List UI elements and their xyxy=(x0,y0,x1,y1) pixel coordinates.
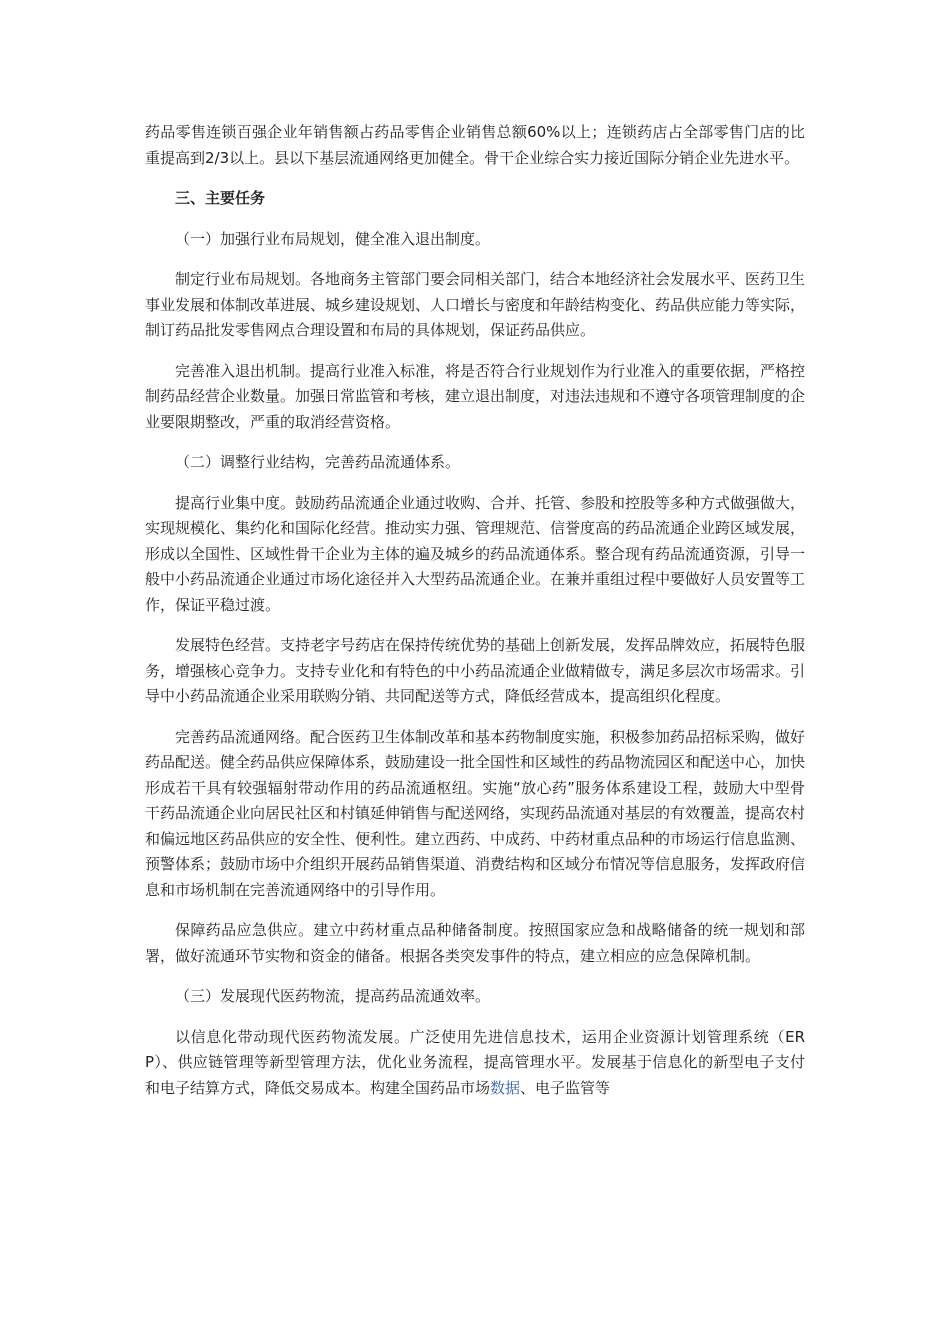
paragraph-entry-exit: 完善准入退出机制。提高行业准入标准，将是否符合行业规划作为行业准入的重要依据，严格控制药品经营企业数量。加强日常监管和考核，建立退出制度，对违法违规和不遵守各项管理制度的企业要限期整改，严重的取消经营资格。 xyxy=(145,361,806,431)
paragraph-special-operations: 发展特色经营。支持老字号药店在保持传统优势的基础上创新发展，发挥品牌效应，拓展特色服务，增强核心竞争力。支持专业化和有特色的中小药品流通企业做精做专，满足多层次市场需求。引导中小药品流通企业采用联购分销、共同配送等方式，降低经营成本，提高组织化程度。 xyxy=(145,636,806,705)
paragraph-informatization-text-a: 以信息化带动现代医药物流发展。广泛使用先进信息技术，运用企业资源计划管理系统（ERP）、供应链管理等新型管理方法，优化业务流程，提高管理水平。发展基于信息化的新型电子支付和电子结算方式，降低交易成本。构建全国药品市场 xyxy=(145,1027,805,1097)
section-heading-main-tasks: 三、主要任务 xyxy=(175,189,266,207)
paragraph-industry-layout: 制定行业布局规划。各地商务主管部门要会同相关部门，结合本地经济社会发展水平、医药卫生事业发展和体制改革进展、城乡建设规划、人口增长与密度和年龄结构变化、药品供应能力等实际，制订药品批发零售网点合理设置和布局的具体规划，保证药品供应。 xyxy=(145,270,806,339)
data-link[interactable]: 数据 xyxy=(490,1078,521,1097)
paragraph-informatization-text-b: 、电子监管等 xyxy=(520,1078,611,1097)
paragraph-emergency-supply: 保障药品应急供应。建立中药材重点品种储备制度。按照国家应急和战略储备的统一规划和部署，做好流通环节实物和资金的储备。根据各类突发事件的特点，建立相应的应急保障机制。 xyxy=(145,921,805,965)
document-page xyxy=(145,120,805,1116)
subsection-heading-1: （一）加强行业布局规划，健全准入退出制度。 xyxy=(175,229,491,248)
paragraph-distribution-network: 完善药品流通网络。配合医药卫生体制改革和基本药物制度实施，积极参加药品招标采购，做好药品配送。健全药品供应保障体系，鼓励建设一批全国性和区域性的药品物流园区和配送中心，加快形成若干具有较强辐射带动作用的药品流通枢纽。实施“放心药”服务体系建设工程，鼓励大中型骨干药品流通企业向居民社区和村镇延伸销售与配送网络，实现药品流通对基层的有效覆盖，提高农村和偏远地区药品供应的安全性、便利性。建立西药、中成药、中药材重点品种的市场运行信息监测、预警体系；鼓励市场中介组织开展药品销售渠道、消费结构和区域分布情况等信息服务，发挥政府信息和市场机制在完善流通网络中的引导作用。 xyxy=(145,727,806,899)
paragraph-retail-targets: 药品零售连锁百强企业年销售额占药品零售企业销售总额60%以上；连锁药店占全部零售门店的比重提高到2/3以上。县以下基层流通网络更加健全。骨干企业综合实力接近国际分销企业先进水平。 xyxy=(145,123,805,167)
subsection-heading-3: （三）发展现代医药物流，提高药品流通效率。 xyxy=(175,987,491,1005)
subsection-heading-2: （二）调整行业结构，完善药品流通体系。 xyxy=(175,453,461,471)
paragraph-informatization xyxy=(145,1025,805,1102)
paragraph-concentration: 提高行业集中度。鼓励药品流通企业通过收购、合并、托管、参股和控股等多种方式做强做大，实现规模化、集约化和国际化经营。推动实力强、管理规范、信誉度高的药品流通企业跨区域发展，形成以全国性、区域性骨干企业为主体的遍及城乡的药品流通体系。整合现有药品流通资源，引导一般中小药品流通企业通过市场化途径并入大型药品流通企业。在兼并重组过程中要做好人员安置等工作，保证平稳过渡。 xyxy=(145,493,806,614)
